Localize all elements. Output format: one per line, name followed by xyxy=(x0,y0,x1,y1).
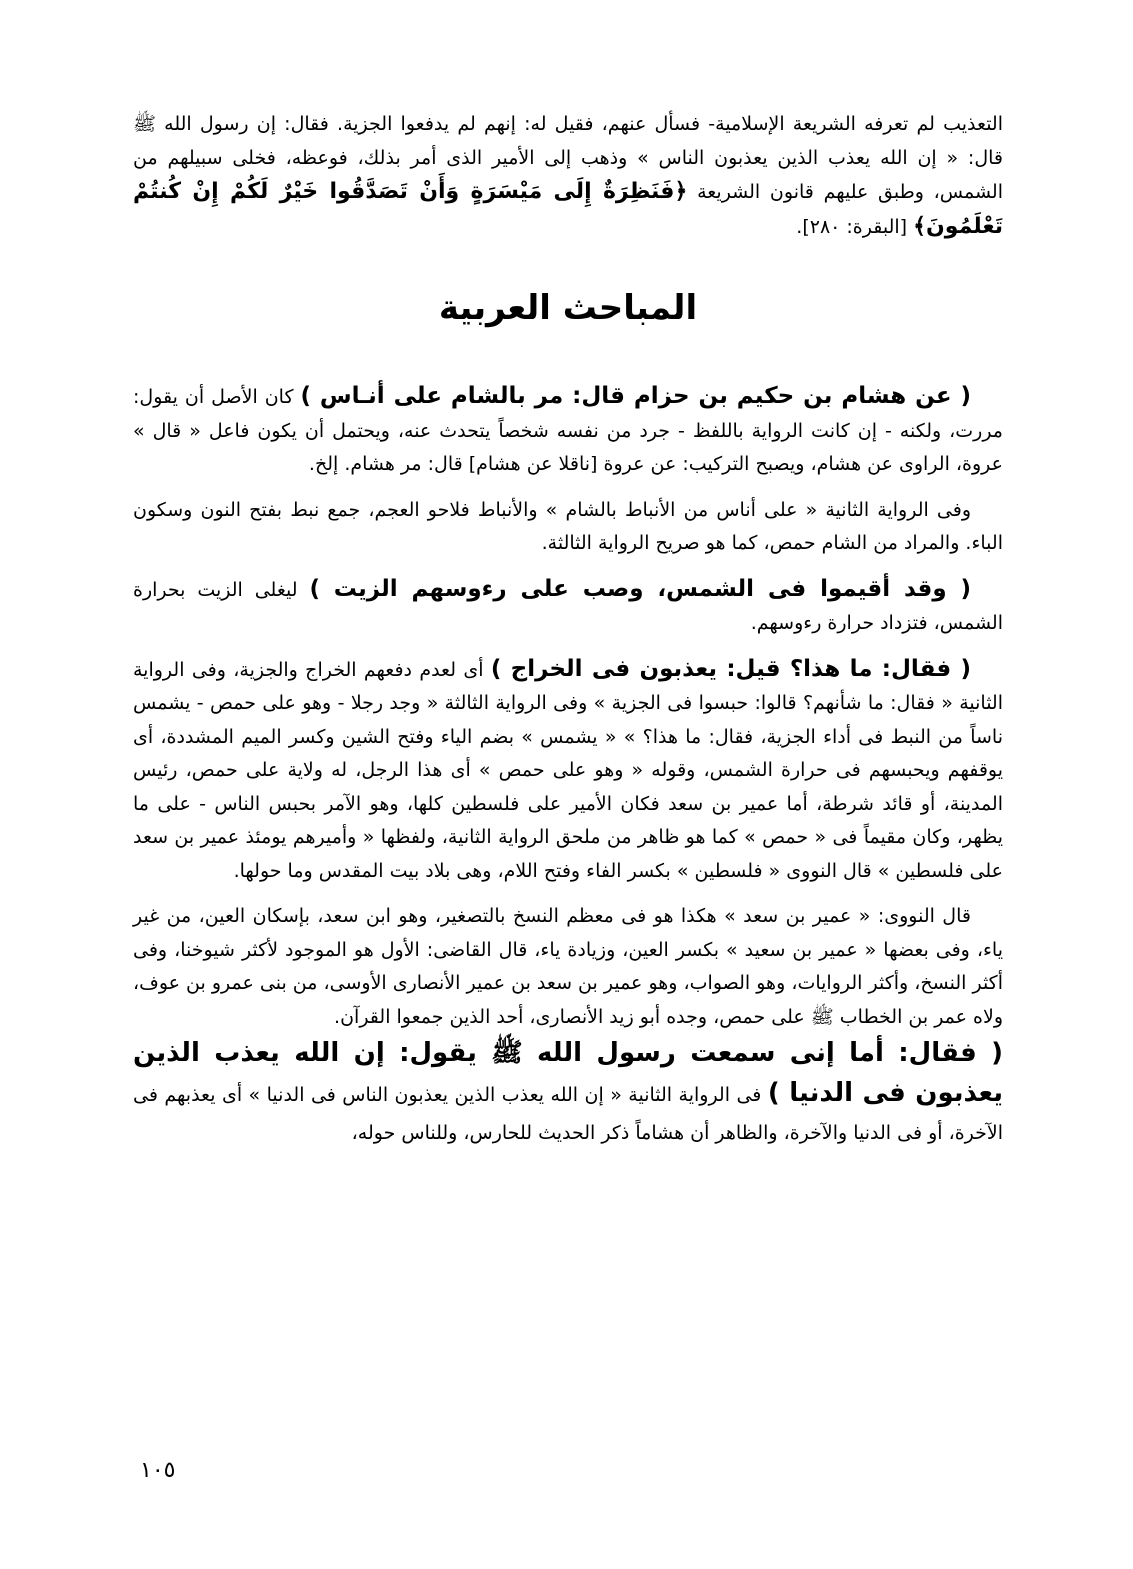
commentary-text: ليغلى الزيت بحرارة الشمس، فتزداد حرارة رءوسهم. xyxy=(133,578,1003,634)
lemma-heading: ( وقد أقيموا فى الشمس، وصب على رءوسهم الزيت ) xyxy=(309,575,971,602)
quran-citation: [البقرة: ٢٨٠]. xyxy=(796,215,908,238)
paragraph-hisham xyxy=(133,380,1003,482)
lemma-heading: ( فقال: ما هذا؟ قيل: يعذبون فى الخراج ) xyxy=(490,655,971,682)
paragraph-oil xyxy=(133,573,1003,641)
section-title: المباحث العربية xyxy=(438,288,698,328)
paragraph-second-narration xyxy=(133,494,1003,561)
commentary-text: أى لعدم دفعهم الخراج والجزية، وفى الرواية الثانية « فقال: ما شأنهم؟ قالوا: حبسوا فى الجزية » وفى الرواية الثالثة « وجد رجلا - وهو على حمص - يشمس ناساً من النبط فى أداء الجزية، فقال: ما هذا؟ » « يشمس » بضم الياء وفتح الشين وكسر الميم المشددة، أى يوقفهم ويحبسهم فى حرارة الشمس، وقوله « وهو على حمص » أى هذا الرجل، له ولاية على حمص، رئيس المدينة، أو قائد شرطة، أما عمير بن سعد فكان الأمير على فلسطين كلها، وهو الآمر بحبس الناس - على ما يظهر، وكان مقيماً فى « حمص » كما هو ظاهر من ملحق الرواية الثانية، ولفظها « وأميرهم يومئذ عمير بن سعد على فلسطين » قال النووى « فلسطين » بكسر الفاء وفتح اللام، وهى بلاد بيت المقدس وما حولها. xyxy=(133,658,1003,882)
intro-paragraph xyxy=(133,108,1003,244)
paragraph-nawawi xyxy=(133,900,1003,1034)
document-page xyxy=(133,108,1003,1152)
commentary-text: قال النووى: « عمير بن سعد » هكذا هو فى معظم النسخ بالتصغير، وهو ابن سعد، بإسكان العين، من غير ياء، وفى بعضها « عمير بن سعيد » بكسر العين، وزيادة ياء، قال القاضى: الأول هو الموجود لأكثر شيوخنا، وفى أكثر النسخ، وأكثر الروايات، وهو الصواب، وهو عمير بن سعد بن عمير الأنصارى الأوسى، من بنى عمرو بن عوف، ولاه عمر بن الخطاب ﷺ على حمص، وجده أبو زيد الأنصارى، أحد الذين جمعوا القرآن. xyxy=(133,905,1003,1028)
commentary-text: وفى الرواية الثانية « على أناس من الأنباط بالشام » والأنباط فلاحو العجم، جمع نبط بفتح النون وسكون الباء. والمراد من الشام حمص، كما هو صريح الرواية الثالثة. xyxy=(133,498,1003,554)
paragraph-hadith xyxy=(133,1034,1003,1152)
page-number: ١٠٥ xyxy=(140,1458,176,1483)
quran-verse: ﴿فَنَظِرَةٌ إِلَى مَيْسَرَةٍ وَأَنْ تَصَدَّقُوا خَيْرٌ لَكُمْ إِنْ كُنتُمْ تَعْلَمُونَ﴾ xyxy=(133,179,1003,239)
lemma-heading: ( عن هشام بن حكيم بن حزام قال: مر بالشام على أنـاس ) xyxy=(300,383,971,409)
paragraph-kharaj xyxy=(133,653,1003,889)
intro-text: التعذيب لم تعرفه الشريعة الإسلامية- فسأل عنهم، فقيل له: إنهم لم يدفعوا الجزية. فقال: إن رسول الله ﷺ قال: « إن الله يعذب الذين يعذبون الناس » وذهب إلى الأمير الذى أمر بذلك، فوعظه، فخلى سبيلهم من الشمس، وطبق عليهم قانون الشريعة xyxy=(133,113,1003,203)
lemma-heading: ( فقال: أما إنى سمعت رسول الله ﷺ يقول: إن الله يعذب الذين يعذبون فى الدنيا ) xyxy=(133,1038,1004,1108)
commentary-text: كان الأصل أن يقول: مررت، ولكنه - إن كانت الرواية باللفظ - جرد من نفسه شخصاً يتحدث عنه، ويحتمل أن يكون فاعل « قال » عروة، الراوى عن هشام، ويصبح التركيب: عن عروة [ناقلا عن هشام] قال: مر هشام. إلخ. xyxy=(133,386,1003,475)
commentary-text: فى الرواية الثانية « إن الله يعذب الذين يعذبون الناس فى الدنيا » أى يعذبهم فى الآخرة، أو فى الدنيا والآخرة، والظاهر أن هشاماً ذكر الحديث للحارس، وللناس حوله، xyxy=(133,1084,1003,1144)
